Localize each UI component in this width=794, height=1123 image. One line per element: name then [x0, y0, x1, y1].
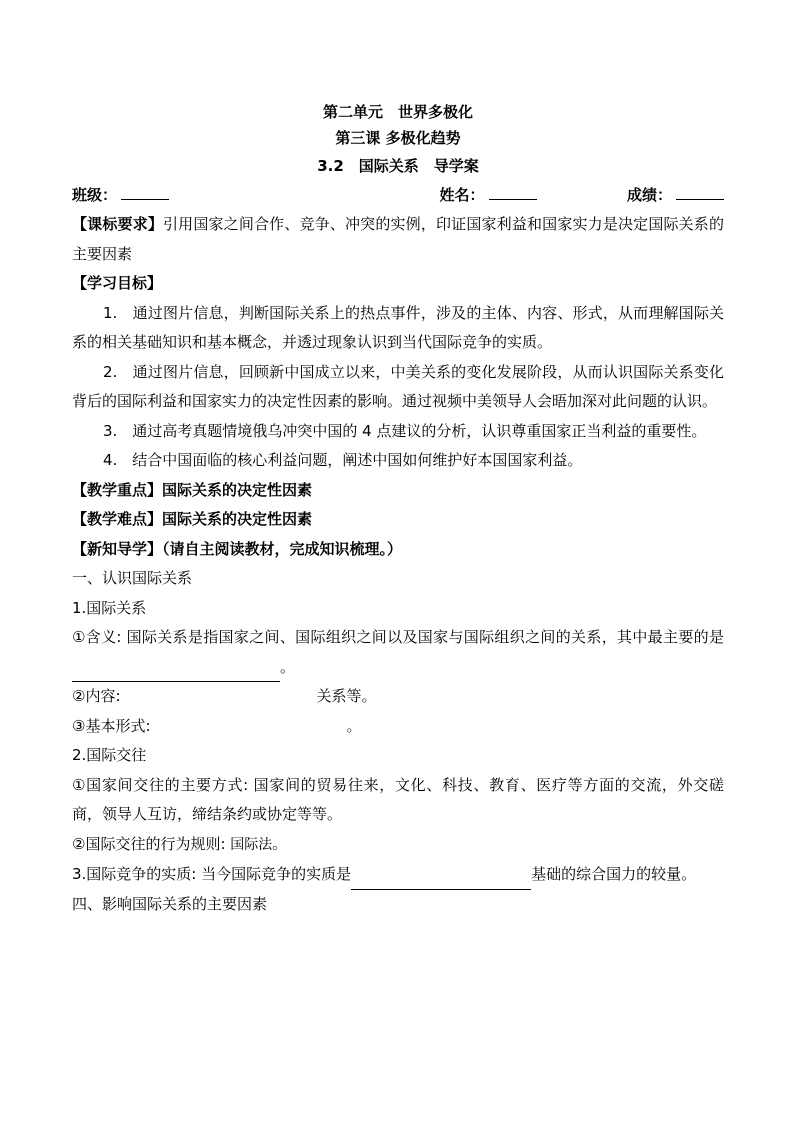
meaning-paragraph: ①含义: 国际关系是指国家之间、国际组织之间以及国家与国际组织之间的关系，其中最主要的是。 — [72, 623, 724, 682]
score-field: 成绩： — [627, 184, 724, 210]
guide-label: 【新知导学】 — [72, 539, 163, 558]
competition-paragraph: 3.国际竞争的实质: 当今国际竞争的实质是 基础的综合国力的较量。 — [72, 860, 724, 890]
difficulty-paragraph — [72, 505, 724, 535]
subsection-1-title: 1.国际关系 — [72, 598, 147, 617]
requirement-paragraph — [72, 210, 724, 269]
rule-answer: 国际法。 — [230, 836, 287, 853]
content-paragraph: ②内容: 关系等。 — [72, 687, 377, 705]
guide-text: （请自主阅读教材，完成知识梳理。） — [162, 539, 403, 558]
score-blank[interactable] — [676, 185, 724, 200]
key-point-paragraph — [72, 476, 724, 506]
name-field: 姓名： — [259, 184, 536, 210]
document-page — [72, 100, 724, 919]
guide-paragraph — [72, 535, 724, 565]
difficulty-text: 国际关系的决定性因素 — [162, 510, 313, 528]
lesson-title: 第三课 多极化趋势 — [335, 129, 461, 147]
class-blank[interactable] — [121, 185, 169, 200]
student-info-row — [72, 184, 724, 210]
requirement-text: 引用国家之间合作、竞争、冲突的实例，印证国家利益和国家实力是决定国际关系的主要因素 — [72, 215, 724, 263]
difficulty-label: 【教学难点】 — [72, 510, 163, 528]
unit-title: 第二单元 世界多极化 — [322, 103, 473, 121]
goal-item-2: 2. 通过图片信息，回顾新中国成立以来，中美关系的变化发展阶段，从而认识国际关系变化背后的国际利益和国家实力的决定性因素的影响。通过视频中美领导人会晤加深对此问题的认识。 — [72, 362, 724, 410]
goal-item-1: 1. 通过图片信息，判断国际关系上的热点事件，涉及的主体、内容、形式，从而理解国际关系的相关基础知识和基本概念，并透过现象认识到当代国际竞争的实质。 — [72, 303, 724, 351]
goals-label: 【学习目标】 — [72, 274, 163, 292]
subsection-2-title: 2.国际交往 — [72, 746, 147, 764]
key-point-label: 【教学重点】 — [72, 480, 163, 499]
goal-item-3: 3. 通过高考真题情境俄乌冲突中国的 4 点建议的分析，认识尊重国家正当利益的重要性。 — [103, 421, 707, 440]
part1-heading: 一、认识国际关系 — [72, 569, 193, 587]
requirement-label: 【课标要求】 — [72, 215, 163, 233]
class-field: 班级： — [72, 184, 169, 210]
form-paragraph: ③基本形式: 。 — [72, 716, 362, 735]
competition-blank[interactable] — [351, 871, 531, 890]
name-blank[interactable] — [489, 185, 537, 200]
section-title: 3.2 国际关系 导学案 — [317, 157, 479, 175]
interaction-ways-paragraph: ①国家间交往的主要方式: 国家间的贸易往来，文化、科技、教育、医疗等方面的交流，外交磋商，领导人互访，缔结条约或协定等等。 — [72, 775, 724, 823]
goal-item-4: 4. 结合中国面临的核心利益问题，阐述中国如何维护好本国国家利益。 — [103, 451, 583, 469]
part4-heading: 四、影响国际关系的主要因素 — [72, 894, 268, 913]
interaction-rule-paragraph: ②国际交往的行为规则: 国际法。 — [72, 834, 287, 853]
meaning-blank[interactable] — [72, 663, 280, 682]
key-point-text: 国际关系的决定性因素 — [162, 480, 313, 499]
